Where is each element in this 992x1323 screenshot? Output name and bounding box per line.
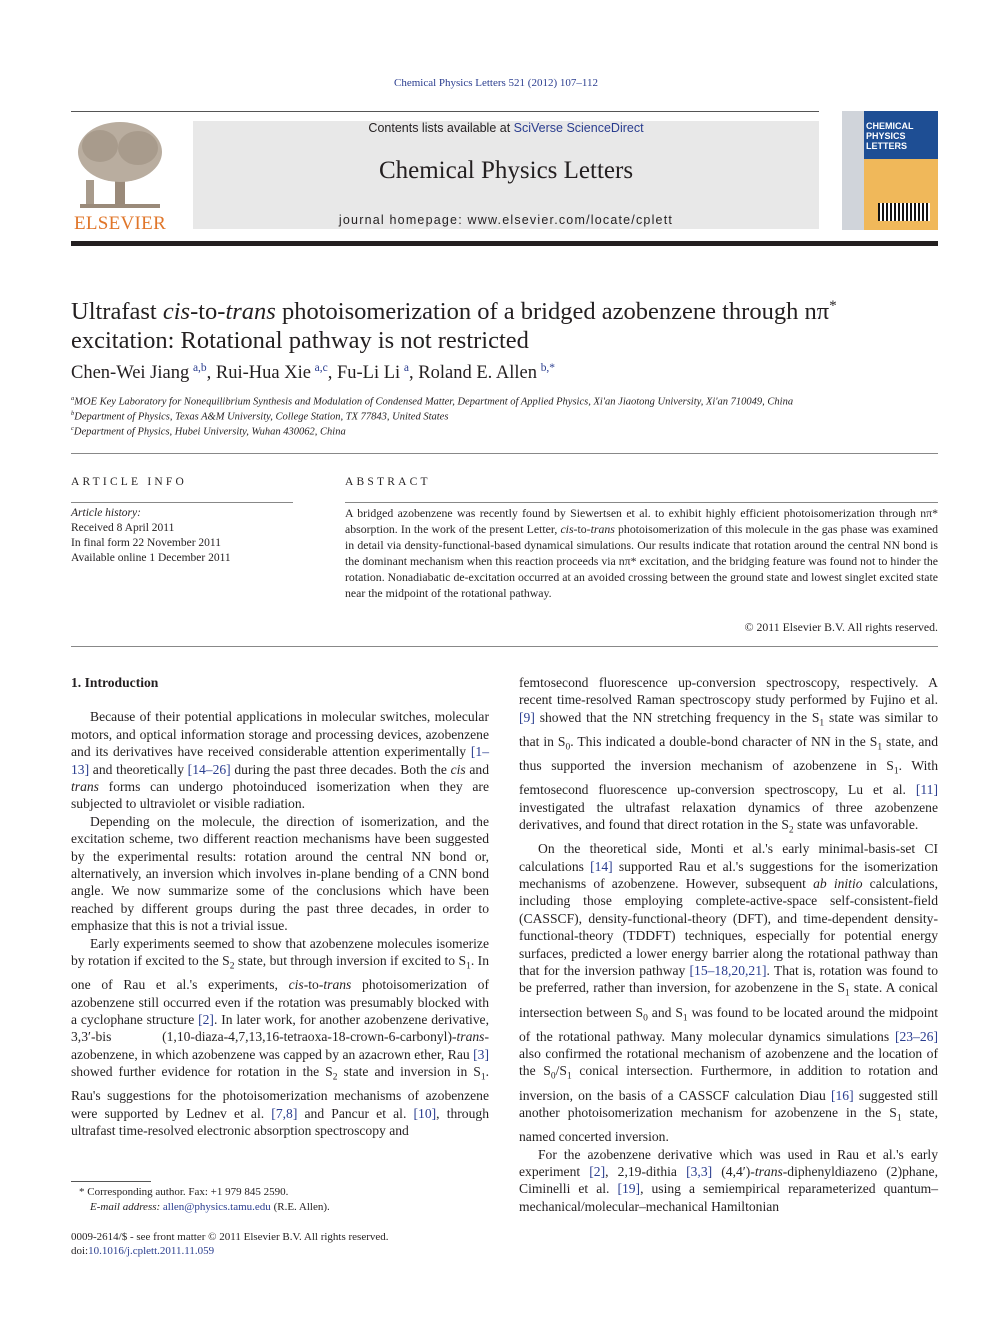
author-affil-link[interactable]: a,c xyxy=(314,362,328,374)
cover-title: CHEMICAL PHYSICS LETTERS xyxy=(866,121,914,151)
subscript: 1 xyxy=(896,1113,902,1124)
revised-date: In final form 22 November 2011 xyxy=(71,537,221,549)
text: photoisomerization of azobenzene still occurred even if the rotation was presumably blocked with a cyclophane structure xyxy=(71,977,489,1028)
section-heading: 1. Introduction xyxy=(71,675,159,690)
citation-link[interactable]: [11] xyxy=(915,782,938,798)
text: investigated the ultrafast relaxation dynamics of three azobenzene derivatives, and found that direct rotation in the S xyxy=(519,799,938,832)
title-star: * xyxy=(829,297,837,314)
title-line2: excitation: Rotational pathway is not restricted xyxy=(71,327,529,355)
text: -to- xyxy=(303,977,324,993)
text: also confirmed the rotational mechanism of azobenzene and the location of the S xyxy=(519,1046,938,1079)
text: For the azobenzene derivative which was used in Rau et al.'s early experiment xyxy=(519,1146,938,1179)
text: -diphenyldiazeno (2)phane, Ciminelli et al. xyxy=(519,1163,938,1197)
author-name: Fu-Li Li xyxy=(336,363,401,384)
citation-link[interactable]: [1–13] xyxy=(71,744,489,777)
author-name: Roland E. Allen xyxy=(418,363,537,384)
subscript: 0 xyxy=(550,1072,556,1083)
citation-link[interactable]: [23–26] xyxy=(894,1028,938,1044)
author-name: Rui-Hua Xie xyxy=(215,363,311,384)
text-italic: ab initio xyxy=(813,875,863,891)
body-column-left xyxy=(71,674,489,1140)
citation-link[interactable]: [16] xyxy=(830,1087,854,1103)
footnote-rule xyxy=(71,1181,151,1182)
text: Early experiments seemed to show that azobenzene molecules isomerize by rotation if excited to the S xyxy=(71,935,489,969)
affiliation xyxy=(71,425,346,438)
contents-line xyxy=(193,121,819,135)
article-title xyxy=(71,291,931,355)
paragraph xyxy=(71,708,489,812)
received-date: Received 8 April 2011 xyxy=(71,522,175,534)
subscript: 1 xyxy=(893,766,899,777)
affil-text: Department of Physics, Texas A&M University, College Station, TX 77843, United States xyxy=(74,411,449,423)
text: state was similar to that in S xyxy=(519,709,938,749)
divider xyxy=(71,646,938,647)
affil-key: a xyxy=(71,395,75,402)
subscript: 1 xyxy=(682,1013,688,1024)
paragraph xyxy=(519,674,938,840)
publisher-name: ELSEVIER xyxy=(73,213,167,234)
article-info-heading: ARTICLE INFO xyxy=(71,476,187,488)
sciencedirect-link[interactable]: SciVerse ScienceDirect xyxy=(513,121,644,135)
text: Because of their potential applications in molecular switches, molecular motors, and optical information storage and processing devices, azobenzene and its derivatives have received considerable attention experimentally xyxy=(71,709,489,760)
text: during the past three decades. Both the xyxy=(230,761,451,777)
text: state and inversion in S xyxy=(337,1064,481,1080)
issn-line: 0009-2614/$ - see front matter © 2011 Elsevier B.V. All rights reserved. xyxy=(71,1231,389,1243)
text-italic: trans xyxy=(456,1029,485,1045)
paragraph: Depending on the molecule, the direction of isomerization, and the excitation scheme, two different reaction mechanisms have been suggested by the experimental results: rotation around the central NN bond or, alternatively, an inversion which involves in-plane bending of a CNN bond angle. We now summarize some of the conclusions which have been reached by different groups during the past three decades, in order to emphasize that this is not a trivial issue. xyxy=(71,813,489,934)
text: , through ultrafast time-resolved electronic absorption spectroscopy and xyxy=(71,1105,489,1139)
doi-label: doi: xyxy=(71,1245,89,1257)
citation-link[interactable]: [2] xyxy=(589,1163,606,1179)
text: and theoretically xyxy=(89,761,188,777)
email-suffix: (R.E. Allen). xyxy=(270,1201,330,1213)
text: (4,4′)- xyxy=(712,1163,755,1179)
text: and S xyxy=(647,1004,683,1020)
abstract-cis: cis xyxy=(560,522,574,536)
text-italic: trans xyxy=(754,1163,783,1179)
text: femtosecond fluorescence up-conversion spectroscopy, respectively. A recent time-resolved Raman spectroscopy study performed by Fujino et al. xyxy=(519,675,938,708)
citation-link[interactable]: [15–18,20,21] xyxy=(689,962,767,978)
history-label: Article history: xyxy=(71,507,141,519)
citation-link[interactable]: [7,8] xyxy=(271,1105,298,1121)
subscript: 1 xyxy=(877,742,883,753)
citation-link[interactable]: [3] xyxy=(473,1046,489,1062)
text: supported Rau et al.'s suggestions for the isomerization mechanisms of azobenzene. However, subsequent xyxy=(519,858,938,891)
doi-link[interactable]: 10.1016/j.cplett.2011.11.059 xyxy=(88,1245,215,1257)
subscript: 2 xyxy=(229,961,235,972)
abstract-part: -to- xyxy=(573,522,591,536)
header-thick-rule xyxy=(71,241,938,246)
abstract-text xyxy=(345,505,938,601)
title-text: Ultrafast xyxy=(71,298,163,326)
text: state, named concerted inversion. xyxy=(519,1104,938,1145)
text: calculations, including those employing complete-active-space self-consistent-field (CASSCF), density-functional-theory (DFT), and time-dependent density-functional-theory (TDDFT) techniques, especially for potential energy surfaces, predicted a lower energy barrier along the rotational pathway than that for the inversion pathway xyxy=(519,875,938,978)
text: On the theoretical side, Monti et al.'s early minimal-basis-set CI calculations xyxy=(519,841,938,874)
text: state. A conical intersection between S xyxy=(519,980,938,1020)
text: forms can undergo photoinduced isomerization when they are subjected to ultraviolet or visible radiation. xyxy=(71,779,489,812)
text: . That is, rotation was found to be preferred, rather than inversion, for azobenzene in the S xyxy=(519,962,938,996)
journal-homepage[interactable]: journal homepage: www.elsevier.com/locate/cplett xyxy=(338,213,674,227)
affiliation xyxy=(71,395,793,408)
text: was found to be located around the midpoint of the rotational pathway. Many molecular dynamics simulations xyxy=(519,1004,938,1044)
text: state, but through inversion if excited to S xyxy=(234,953,467,969)
paragraph xyxy=(71,935,489,1140)
subscript: 0 xyxy=(643,1013,648,1024)
article-history xyxy=(71,506,231,566)
text: suggested still another photoisomerization mechanism for azobenzene in the S xyxy=(519,1087,938,1120)
footnote xyxy=(71,1185,489,1215)
text: /S xyxy=(555,1063,567,1079)
title-trans: trans xyxy=(225,298,276,326)
email-link[interactable]: allen@physics.tamu.edu xyxy=(162,1201,271,1213)
header-rule xyxy=(71,111,819,112)
journal-citation[interactable]: Chemical Physics Letters 521 (2012) 107–112 xyxy=(394,77,598,89)
abstract-part: photoisomerization of this molecule in the gas phase was examined in detail via density-functional-based dynamical simulations. Our results indicate that rotation around the central NN bond is the dominant mechanism when this reaction proceeds via nπ* excitation, and the bridging feature was found not to hinder the rotation. Nonadiabatic de-excitation occurred at an avoided crossing between the ground state and lowest singlet excited state near the midpoint of the rotational pathway. xyxy=(345,522,938,600)
text-italic: cis xyxy=(288,977,304,993)
subscript: 1 xyxy=(566,1072,572,1083)
citation-link[interactable]: [3,3] xyxy=(686,1163,713,1179)
text: state was unfavorable. xyxy=(793,817,919,832)
subscript: 2 xyxy=(332,1072,338,1083)
author-affil-link[interactable]: a,b xyxy=(192,362,207,374)
affil-key: b xyxy=(71,410,75,417)
text: and Pancur et al. xyxy=(297,1105,414,1121)
paragraph xyxy=(519,840,938,1145)
author-affil-link[interactable]: b,* xyxy=(540,362,556,374)
text: showed further evidence for rotation in the S xyxy=(71,1064,333,1080)
citation-link[interactable]: [14] xyxy=(590,858,613,874)
affil-text: MOE Key Laboratory for Nonequilibrium Synthesis and Modulation of Condensed Matter, Department of Applied Physics, Xi'an Jiaotong University, Xi'an 710049, China xyxy=(74,396,794,408)
subscript: 1 xyxy=(845,989,850,1000)
subscript: 2 xyxy=(788,825,794,836)
citation-link[interactable]: [14–26] xyxy=(187,761,231,777)
abstract-heading: ABSTRACT xyxy=(345,476,431,488)
text: conical intersection. Furthermore, in addition to rotation and inversion, on the basis of a CASSCF calculation Diau xyxy=(519,1063,938,1103)
text: and xyxy=(465,761,490,777)
affil-key: c xyxy=(71,425,74,432)
text: . Rau's suggestions for the photoisomerization mechanisms of azobenzene were supported by Lednev et al. xyxy=(71,1064,489,1121)
subscript: 1 xyxy=(819,718,825,729)
text: . With femtosecond fluorescence up-conversion spectroscopy, Lu et al. xyxy=(519,758,938,798)
affil-text: Department of Physics, Hubei University, Wuhan 430062, China xyxy=(73,426,346,438)
subscript: 1 xyxy=(480,1072,486,1083)
copyright: © 2011 Elsevier B.V. All rights reserved. xyxy=(744,620,938,634)
citation-link[interactable]: [10] xyxy=(413,1105,437,1121)
abstract-part: A bridged azobenzene was recently found by Siewertsen et al. to exhibit highly efficient photoisomerization through nπ* absorption. In the work of the present Letter, xyxy=(345,506,938,536)
text: . In one of Rau et al.'s experiments, xyxy=(71,953,490,993)
author-name: Chen-Wei Jiang xyxy=(71,363,190,384)
email-label: E-mail address: xyxy=(90,1201,163,1213)
text-italic: trans xyxy=(71,779,99,795)
author-list: Chen-Wei Jiang $^{a,b}$, Rui-Hua Xie $^{a,c}$, Fu-Li Li $^a$, Roland E. Allen $^{b,*}$ xyxy=(71,362,556,384)
divider xyxy=(345,502,938,503)
title-cis: cis xyxy=(162,298,191,326)
subscript: 1 xyxy=(466,961,471,972)
title-text: -to- xyxy=(190,298,226,326)
body-column-right xyxy=(519,674,938,1215)
text: . In later work, for another azobenzene derivative, 3,3′-bis (1,10-diaza-4,7,13,16-tetraoxa-18-crown-6-carbonyl)- xyxy=(71,1012,489,1045)
subscript: 0 xyxy=(565,742,571,753)
affiliation xyxy=(71,410,448,423)
front-matter xyxy=(71,1230,389,1258)
text: . This indicated a double-bond character of NN in the S xyxy=(570,733,878,749)
text-italic: trans xyxy=(323,977,352,993)
online-date: Available online 1 December 2011 xyxy=(71,552,231,564)
contents-prefix: Contents lists available at xyxy=(368,121,514,135)
paragraph xyxy=(519,1146,938,1216)
title-text: photoisomerization of a bridged azobenzene through nπ xyxy=(275,298,830,326)
text: , using a semiempirical reparameterized quantum–mechanical/molecular–mechanical Hamiltonian xyxy=(519,1181,938,1214)
citation-link[interactable]: [19] xyxy=(617,1181,641,1197)
text: showed that the NN stretching frequency in the S xyxy=(534,709,820,725)
abstract-trans: trans xyxy=(590,522,615,536)
text: state, and thus supported the inversion mechanism of azobenzene in S xyxy=(519,733,938,774)
author-affil-link[interactable]: a xyxy=(403,362,410,374)
divider xyxy=(71,502,293,503)
journal-title: Chemical Physics Letters xyxy=(378,157,634,184)
text-italic: cis xyxy=(450,761,466,777)
text: -azobenzene, in which azobenzene was capped by an azacrown ether, Rau xyxy=(71,1029,489,1062)
citation-link[interactable]: [9] xyxy=(519,709,535,725)
divider xyxy=(71,453,938,454)
corresponding-author: * Corresponding author. Fax: +1 979 845 2590. xyxy=(79,1186,289,1198)
citation-link[interactable]: [2] xyxy=(198,1012,214,1028)
text: , 2,19-dithia xyxy=(605,1163,687,1179)
